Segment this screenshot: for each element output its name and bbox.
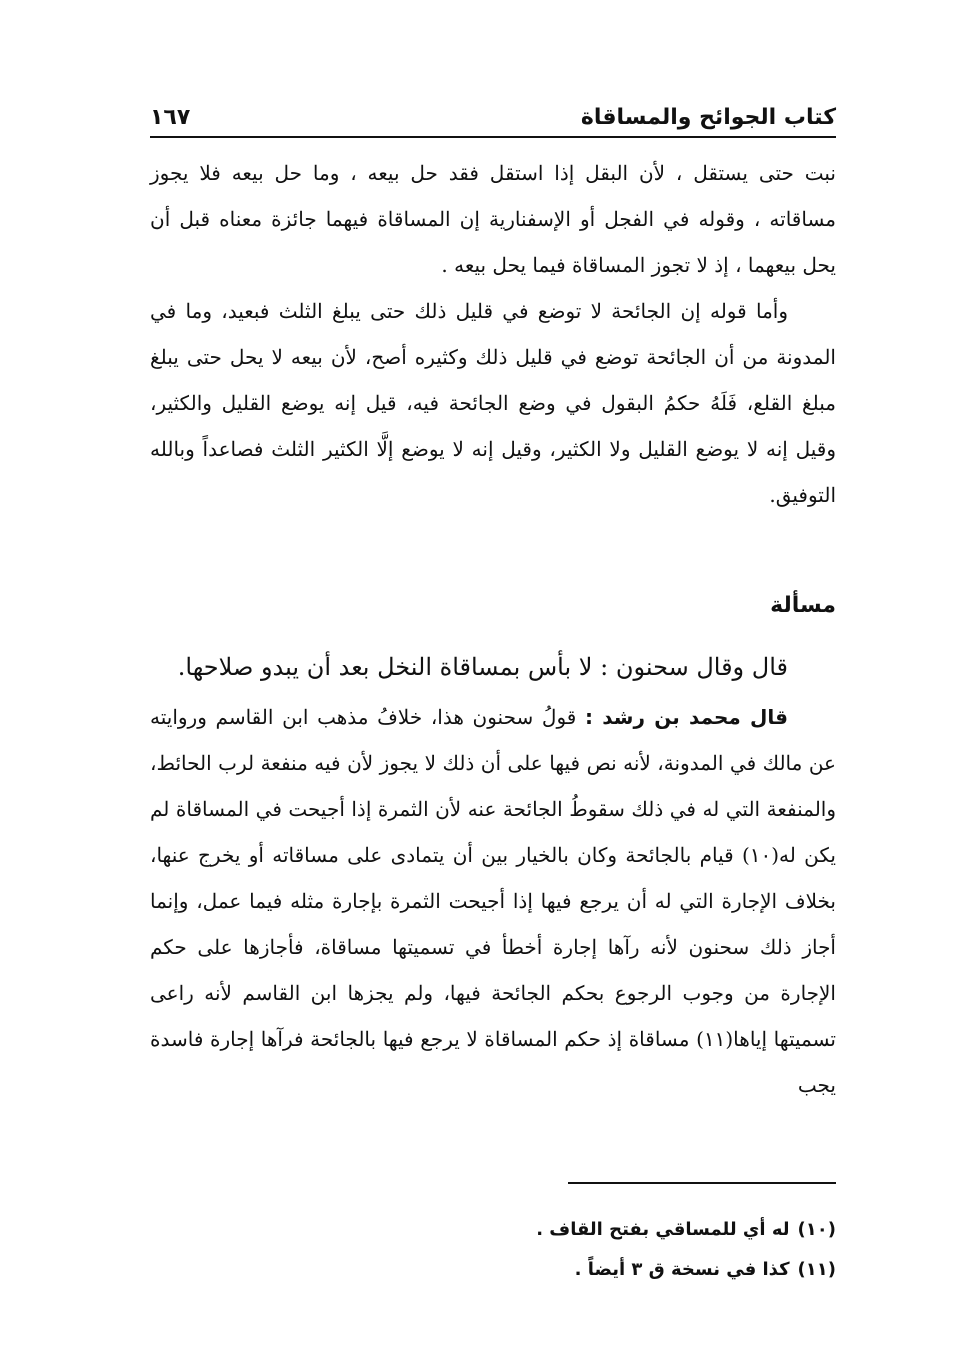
footnote-10	[150, 1210, 836, 1250]
answer-paragraph	[150, 694, 836, 1108]
answer-speaker: قال محمد بن رشد :	[585, 705, 788, 729]
page-header	[150, 92, 836, 138]
page-number: ١٦٧	[150, 105, 191, 130]
footnote-number: (١١)	[797, 1259, 836, 1280]
footnote-text: له أي للمساقي بفتح القاف .	[536, 1219, 790, 1240]
answer-text: قولُ سحنون هذا، خلافُ مذهب ابن القاسم وروايته عن مالك في المدونة، لأنه نص فيها على أن ذلك لا يجوز لأن فيه منفعة لرب الحائط، والمنفعة التي له في ذلك سقوطُ الجائحة عنه لأن الثمرة إذا أجيحت في المساقاة لم يكن له(١٠) قيام بالجائحة وكان بالخيار بين أن يتمادى على مساقاته أو يخرج عنها، بخلاف الإجارة التي له أن يرجع فيها إذا أجيحت الثمرة بإجارة مثله فيما عمل، وإنما أجاز ذلك سحنون لأنه رآها إجارة أخطأ في تسميتها مساقاة، فأجازها على حكم الإجارة من وجوب الرجوع بحكم الجائحة فيها، ولم يجزها ابن القاسم لأنه راعى تسميتها إياها(١١) مساقاة إذ حكم المساقاة لا يرجع فيها بالجائحة فرآها إجارة فاسدة يجب	[150, 705, 836, 1097]
question-paragraph: قال وقال سحنون : لا بأس بمساقاة النخل بعد أن يبدو صلاحها.	[177, 653, 788, 681]
footnote-divider	[568, 1182, 836, 1184]
main-text	[150, 150, 836, 1108]
footnote-text: كذا في نسخة ق ٣ أيضاً .	[574, 1259, 790, 1280]
paragraph-commentary: وأما قوله إن الجائحة لا توضع في قليل ذلك حتى يبلغ الثلث فبعيد، وما في المدونة من أن الجائحة توضع في قليل ذلك وكثيره أصح، لأن بيعه لا يحل حتى يبلغ مبلغ القلع، فَلَهُ حكمُ البقول في وضع الجائحة فيه، قيل إنه يوضع القليل والكثير، وقيل إنه لا يوضع القليل ولا الكثير، وقيل إنه لا يوضع إلَّا الكثير الثلث فصاعداً وبالله التوفيق.	[150, 299, 836, 507]
footnotes	[150, 1210, 836, 1290]
section-heading: مسألة	[770, 593, 836, 618]
footnote-11	[150, 1250, 836, 1290]
running-title: كتاب الجوائح والمساقاة	[580, 105, 836, 130]
footnote-number: (١٠)	[797, 1219, 836, 1240]
paragraph-continuation: نبت حتى يستقل ، لأن البقل إذا استقل فقد حل بيعه ، وما حل بيعه فلا يجوز مساقاته ، وقوله في الفجل أو الإسفنارية إن المساقاة فيهما جائزة معناه قبل أن يحل بيعهما ، إذ لا تجوز المساقاة فيما يحل بيعه .	[150, 161, 836, 277]
